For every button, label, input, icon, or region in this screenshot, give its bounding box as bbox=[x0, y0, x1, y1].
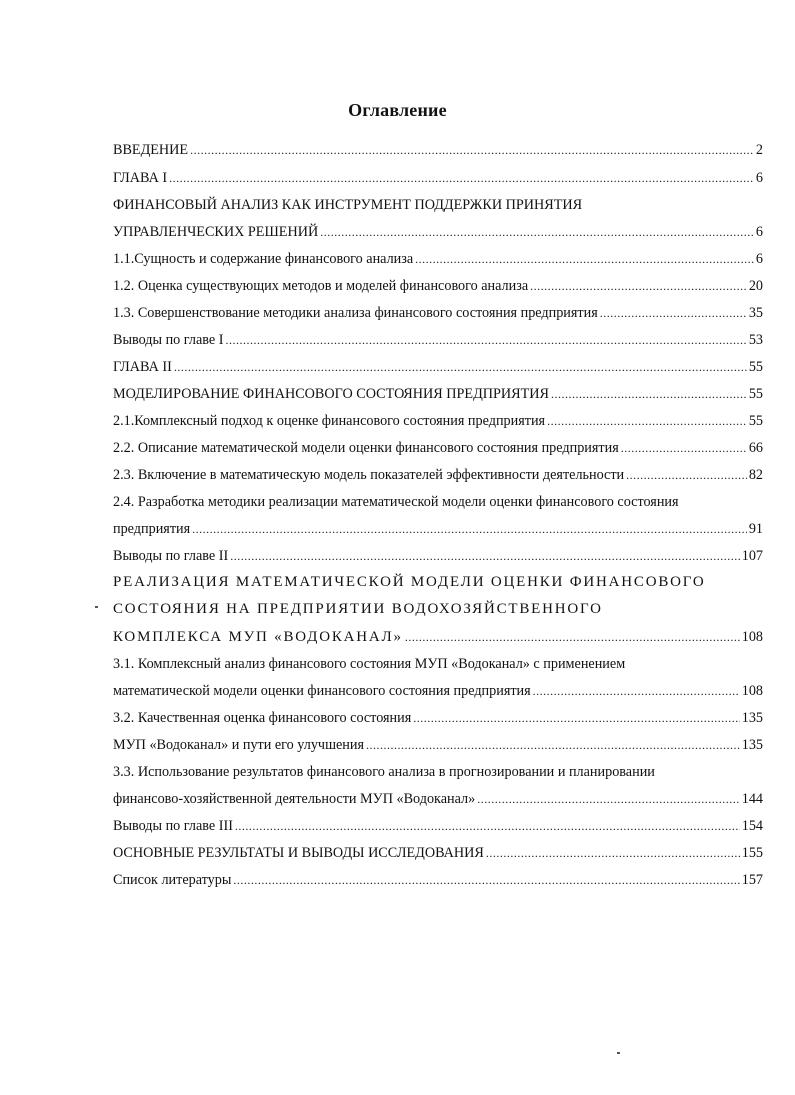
toc-entry-section-3-1-line1[interactable]: 3.1. Комплексный анализ финансового состояния МУП «Водоканал» с применением bbox=[113, 656, 626, 672]
toc-entry-chapter-3-title-line1[interactable]: РЕАЛИЗАЦИЯ МАТЕМАТИЧЕСКОЙ МОДЕЛИ ОЦЕНКИ ФИНАНСОВОГО bbox=[113, 574, 706, 590]
toc-entry-chapter-2-title[interactable]: МОДЕЛИРОВАНИЕ ФИНАНСОВОГО СОСТОЯНИЯ ПРЕДПРИЯТИЯ ..... 55 bbox=[113, 386, 763, 408]
toc-entry-section-2-4-line2[interactable]: предприятия ..... 91 bbox=[113, 521, 763, 543]
toc-entry-conclusions-1[interactable]: Выводы по главе I ..... 53 bbox=[113, 332, 763, 354]
toc-entry-section-3-2-cont[interactable]: МУП «Водоканал» и пути его улучшения ..... 135 bbox=[113, 737, 763, 759]
toc-entry-section-2-4-line1[interactable]: 2.4. Разработка методики реализации математической модели оценки финансового состояния bbox=[113, 494, 679, 510]
toc-entry-chapter-1-title-line2[interactable]: УПРАВЛЕНЧЕСКИХ РЕШЕНИЙ ..... 6 bbox=[113, 224, 763, 246]
toc-entry-main-results[interactable]: ОСНОВНЫЕ РЕЗУЛЬТАТЫ И ВЫВОДЫ ИССЛЕДОВАНИЯ ..... 155 bbox=[113, 845, 763, 867]
toc-entry-section-1-2[interactable]: 1.2. Оценка существующих методов и моделей финансового анализа ..... 20 bbox=[113, 278, 763, 300]
toc-entry-references[interactable]: Список литературы ..... 157 bbox=[113, 872, 763, 894]
toc-entry-introduction[interactable]: ВВЕДЕНИЕ ..... 2 bbox=[113, 142, 763, 164]
toc-entry-chapter-1-title-line1[interactable]: ФИНАНСОВЫЙ АНАЛИЗ КАК ИНСТРУМЕНТ ПОДДЕРЖКИ ПРИНЯТИЯ bbox=[113, 197, 583, 213]
toc-entry-section-3-3-line1[interactable]: 3.3. Использование результатов финансового анализа в прогнозировании и планировании bbox=[113, 764, 655, 780]
toc-entry-section-3-3-line2[interactable]: финансово-хозяйственной деятельности МУП «Водоканал» ..... 144 bbox=[113, 791, 763, 813]
toc-entry-section-3-1-line2[interactable]: математической модели оценки финансового состояния предприятия ..... 108 bbox=[113, 683, 763, 705]
toc-entry-section-1-1[interactable]: 1.1. Сущность и содержание финансового анализа ..... 6 bbox=[113, 251, 763, 273]
toc-entry-conclusions-3[interactable]: Выводы по главе III ..... 154 bbox=[113, 818, 763, 840]
toc-entry-section-3-2[interactable]: 3.2. Качественная оценка финансового состояния ..... 135 bbox=[113, 710, 763, 732]
toc-entry-chapter-1[interactable]: ГЛАВА I ..... 6 bbox=[113, 170, 763, 192]
toc-entry-chapter-3-title-line2[interactable]: СОСТОЯНИЯ НА ПРЕДПРИЯТИИ ВОДОХОЗЯЙСТВЕННОГО bbox=[113, 601, 603, 617]
toc-entry-chapter-3-title-line3[interactable]: КОМПЛЕКСА МУП «ВОДОКАНАЛ» ..... 108 bbox=[113, 629, 763, 651]
toc-entry-section-2-3[interactable]: 2.3. Включение в математическую модель показателей эффективности деятельности ..... 82 bbox=[113, 467, 763, 489]
toc-entry-section-2-2[interactable]: 2.2. Описание математической модели оценки финансового состояния предприятия ..... 66 bbox=[113, 440, 763, 462]
scan-speck bbox=[617, 1052, 620, 1054]
toc-entry-section-1-3[interactable]: 1.3. Совершенствование методики анализа финансового состояния предприятия ..... 35 bbox=[113, 305, 763, 327]
toc-entry-chapter-2[interactable]: ГЛАВА II ..... 55 bbox=[113, 359, 763, 381]
toc-entry-section-2-1[interactable]: 2.1. Комплексный подход к оценке финансового состояния предприятия ..... 55 bbox=[113, 413, 763, 435]
page-title: Оглавление bbox=[348, 100, 447, 120]
toc-entry-conclusions-2[interactable]: Выводы по главе II ..... 107 bbox=[113, 548, 763, 570]
scan-speck bbox=[95, 606, 98, 608]
